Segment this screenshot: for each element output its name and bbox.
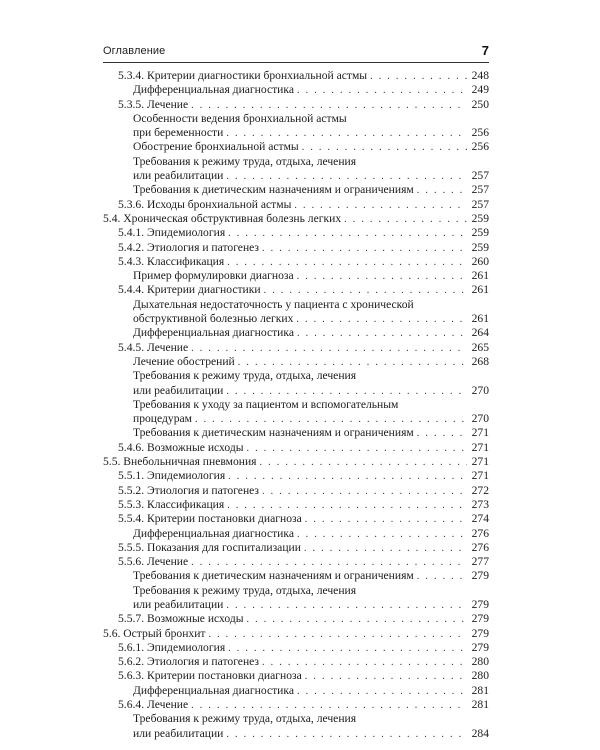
toc-entry-page: 268 <box>471 354 489 368</box>
toc-entry <box>103 369 489 383</box>
dot-leader <box>297 685 467 699</box>
toc-entry <box>103 555 489 569</box>
dot-leader <box>226 170 467 184</box>
toc-entry-page: 261 <box>471 283 489 297</box>
toc-entry <box>103 669 489 683</box>
toc-entry-title: Требования к уходу за пациентом и вспомогательным <box>133 397 399 411</box>
toc-entry-page: 272 <box>471 483 489 497</box>
dot-leader <box>302 141 467 155</box>
toc-entry <box>103 655 489 669</box>
toc-entry-title: Требования к диетическим назначениям и ограничениям <box>133 183 414 197</box>
toc-entry <box>103 641 489 655</box>
dot-leader <box>297 327 467 341</box>
toc-entry <box>103 527 489 541</box>
toc-entry <box>103 140 489 154</box>
toc-entry-page: 257 <box>471 183 489 197</box>
toc-entry-page: 280 <box>471 655 489 669</box>
toc-entry-title: Требования к режиму труда, отдыха, лечения <box>133 583 357 597</box>
toc-entry <box>103 83 489 97</box>
toc-entry <box>103 283 489 297</box>
toc-entry <box>103 512 489 526</box>
toc-entry <box>103 169 489 183</box>
toc-entry-page: 249 <box>471 83 489 97</box>
toc-entry-page: 274 <box>471 512 489 526</box>
toc-entry-title: 5.4.1. Эпидемиология <box>118 226 226 240</box>
dot-leader <box>297 84 467 98</box>
dot-leader <box>305 670 467 684</box>
toc-entry-page: 256 <box>471 140 489 154</box>
toc-entry-page: 256 <box>471 126 489 140</box>
toc-entry-title: обструктивной болезнью легких <box>133 312 294 326</box>
toc-entry-page: 281 <box>471 698 489 712</box>
header-page-number: 7 <box>481 43 489 58</box>
table-of-contents <box>103 69 489 741</box>
dot-leader <box>226 728 467 742</box>
dot-leader <box>191 99 467 113</box>
toc-entry-page: 260 <box>471 254 489 268</box>
toc-entry-page: 284 <box>471 726 489 740</box>
toc-entry-title: 5.5.2. Этиология и патогенез <box>118 483 260 497</box>
toc-entry-title: или реабилитации <box>133 383 224 397</box>
toc-entry-title: 5.4. Хроническая обструктивная болезнь легких <box>103 211 342 225</box>
dot-leader <box>296 313 467 327</box>
toc-entry-title: или реабилитации <box>133 169 224 183</box>
toc-entry <box>103 698 489 712</box>
dot-leader <box>226 127 467 141</box>
dot-leader <box>208 628 467 642</box>
toc-entry <box>103 712 489 726</box>
toc-entry-page: 281 <box>471 683 489 697</box>
toc-entry-title: Требования к диетическим назначениям и ограничениям <box>133 569 414 583</box>
dot-leader <box>297 528 467 542</box>
toc-entry-page: 277 <box>471 555 489 569</box>
toc-entry-title: 5.5. Внебольничная пневмония <box>103 455 257 469</box>
toc-entry <box>103 455 489 469</box>
toc-entry-title: 5.5.3. Классификация <box>118 497 225 511</box>
toc-entry-title: 5.4.4. Критерии диагностики <box>118 283 261 297</box>
toc-entry-page: 261 <box>471 312 489 326</box>
toc-entry-title: Пример формулировки диагноза <box>133 269 294 283</box>
toc-entry-title: Дыхательная недостаточность у пациента с хронической <box>133 297 414 311</box>
toc-entry-page: 250 <box>471 97 489 111</box>
dot-leader <box>305 513 467 527</box>
dot-leader <box>260 456 467 470</box>
toc-entry-title: Требования к режиму труда, отдыха, лечения <box>133 154 357 168</box>
toc-entry <box>103 126 489 140</box>
toc-entry <box>103 584 489 598</box>
dot-leader <box>227 256 467 270</box>
toc-entry-page: 276 <box>471 540 489 554</box>
toc-entry <box>103 684 489 698</box>
toc-entry-title: 5.3.6. Исходы бронхиальной астмы <box>118 197 292 211</box>
toc-entry-title: 5.5.1. Эпидемиология <box>118 469 226 483</box>
toc-entry-page: 279 <box>471 612 489 626</box>
dot-leader <box>264 284 467 298</box>
dot-leader <box>228 227 467 241</box>
dot-leader <box>297 270 467 284</box>
toc-entry-page: 271 <box>471 426 489 440</box>
toc-entry <box>103 426 489 440</box>
toc-entry-page: 271 <box>471 455 489 469</box>
header-title: Оглавление <box>103 45 166 57</box>
toc-entry <box>103 269 489 283</box>
toc-entry <box>103 441 489 455</box>
dot-leader <box>195 413 467 427</box>
toc-entry <box>103 198 489 212</box>
dot-leader <box>191 556 467 570</box>
toc-entry <box>103 298 489 312</box>
toc-entry <box>103 484 489 498</box>
toc-entry <box>103 598 489 612</box>
toc-entry-title: 5.5.7. Возможные исходы <box>118 612 244 626</box>
toc-entry-title: 5.5.5. Показания для госпитализации <box>118 540 301 554</box>
toc-entry-page: 259 <box>471 211 489 225</box>
toc-entry-title: Требования к диетическим назначениям и ограничениям <box>133 426 414 440</box>
toc-entry <box>103 326 489 340</box>
toc-entry-page: 261 <box>471 269 489 283</box>
dot-leader <box>294 199 467 213</box>
toc-entry-page: 271 <box>471 440 489 454</box>
toc-entry-page: 265 <box>471 340 489 354</box>
dot-leader <box>226 599 467 613</box>
toc-entry-page: 248 <box>471 69 489 82</box>
toc-entry-page: 257 <box>471 169 489 183</box>
toc-entry-title: 5.6.2. Этиология и патогенез <box>118 655 260 669</box>
toc-entry-page: 280 <box>471 669 489 683</box>
toc-entry-title: 5.6.4. Лечение <box>118 698 189 712</box>
toc-entry-title: Дифференциальная диагностика <box>133 526 294 540</box>
dot-leader <box>417 427 467 441</box>
dot-leader <box>247 442 467 456</box>
toc-entry <box>103 627 489 641</box>
toc-entry <box>103 255 489 269</box>
toc-entry <box>103 226 489 240</box>
toc-entry <box>103 498 489 512</box>
toc-entry <box>103 312 489 326</box>
dot-leader <box>262 485 467 499</box>
toc-entry-page: 279 <box>471 640 489 654</box>
dot-leader <box>262 656 467 670</box>
toc-entry <box>103 241 489 255</box>
toc-entry-page: 279 <box>471 569 489 583</box>
dot-leader <box>370 70 467 84</box>
toc-entry-title: 5.3.4. Критерии диагностики бронхиальной астмы <box>118 69 368 82</box>
toc-entry-title: Дифференциальная диагностика <box>133 83 294 97</box>
toc-entry <box>103 98 489 112</box>
toc-entry-title: Требования к режиму труда, отдыха, лечения <box>133 712 357 726</box>
toc-entry-title: 5.5.4. Критерии постановки диагноза <box>118 512 302 526</box>
toc-entry-title: Лечение обострений <box>133 354 235 368</box>
dot-leader <box>262 242 467 256</box>
dot-leader <box>238 356 467 370</box>
toc-entry-page: 270 <box>471 412 489 426</box>
toc-entry-title: Особенности ведения бронхиальной астмы <box>133 111 347 125</box>
toc-entry-title: при беременности <box>133 126 224 140</box>
dot-leader <box>226 385 467 399</box>
toc-entry-title: Обострение бронхиальной астмы <box>133 140 299 154</box>
toc-entry-title: 5.5.6. Лечение <box>118 555 189 569</box>
toc-entry-title: 5.4.3. Классификация <box>118 254 225 268</box>
toc-entry-page: 257 <box>471 197 489 211</box>
toc-entry-page: 279 <box>471 597 489 611</box>
toc-entry-title: Дифференциальная диагностика <box>133 326 294 340</box>
toc-entry-title: 5.6.3. Критерии постановки диагноза <box>118 669 302 683</box>
dot-leader <box>417 570 467 584</box>
toc-entry <box>103 155 489 169</box>
toc-entry <box>103 398 489 412</box>
toc-entry <box>103 541 489 555</box>
toc-entry-title: 5.3.5. Лечение <box>118 97 189 111</box>
toc-entry <box>103 384 489 398</box>
dot-leader <box>191 699 467 713</box>
toc-entry <box>103 69 489 83</box>
toc-entry-title: 5.4.6. Возможные исходы <box>118 440 244 454</box>
toc-entry-page: 259 <box>471 226 489 240</box>
toc-entry <box>103 612 489 626</box>
toc-entry-title: процедурам <box>133 412 192 426</box>
dot-leader <box>228 642 467 656</box>
toc-entry <box>103 212 489 226</box>
running-header <box>103 44 489 63</box>
toc-entry <box>103 569 489 583</box>
toc-entry-title: 5.4.2. Этиология и патогенез <box>118 240 260 254</box>
toc-entry-title: или реабилитации <box>133 726 224 740</box>
toc-entry-page: 276 <box>471 526 489 540</box>
toc-entry-title: Требования к режиму труда, отдыха, лечения <box>133 369 357 383</box>
dot-leader <box>227 499 467 513</box>
toc-entry-page: 273 <box>471 497 489 511</box>
toc-entry-page: 270 <box>471 383 489 397</box>
toc-entry-title: 5.6.1. Эпидемиология <box>118 640 226 654</box>
toc-entry <box>103 355 489 369</box>
dot-leader <box>344 213 467 227</box>
toc-entry <box>103 412 489 426</box>
dot-leader <box>247 613 467 627</box>
toc-entry-page: 271 <box>471 469 489 483</box>
dot-leader <box>304 542 467 556</box>
toc-entry <box>103 341 489 355</box>
toc-entry-title: 5.6. Острый бронхит <box>103 626 206 640</box>
toc-entry-page: 259 <box>471 240 489 254</box>
toc-entry <box>103 112 489 126</box>
toc-entry-page: 279 <box>471 626 489 640</box>
toc-entry <box>103 469 489 483</box>
toc-entry-page: 264 <box>471 326 489 340</box>
toc-entry <box>103 727 489 741</box>
dot-leader <box>191 342 467 356</box>
toc-entry-title: 5.4.5. Лечение <box>118 340 189 354</box>
toc-entry-title: или реабилитации <box>133 597 224 611</box>
toc-entry <box>103 183 489 197</box>
dot-leader <box>417 184 467 198</box>
dot-leader <box>228 470 467 484</box>
toc-entry-title: Дифференциальная диагностика <box>133 683 294 697</box>
